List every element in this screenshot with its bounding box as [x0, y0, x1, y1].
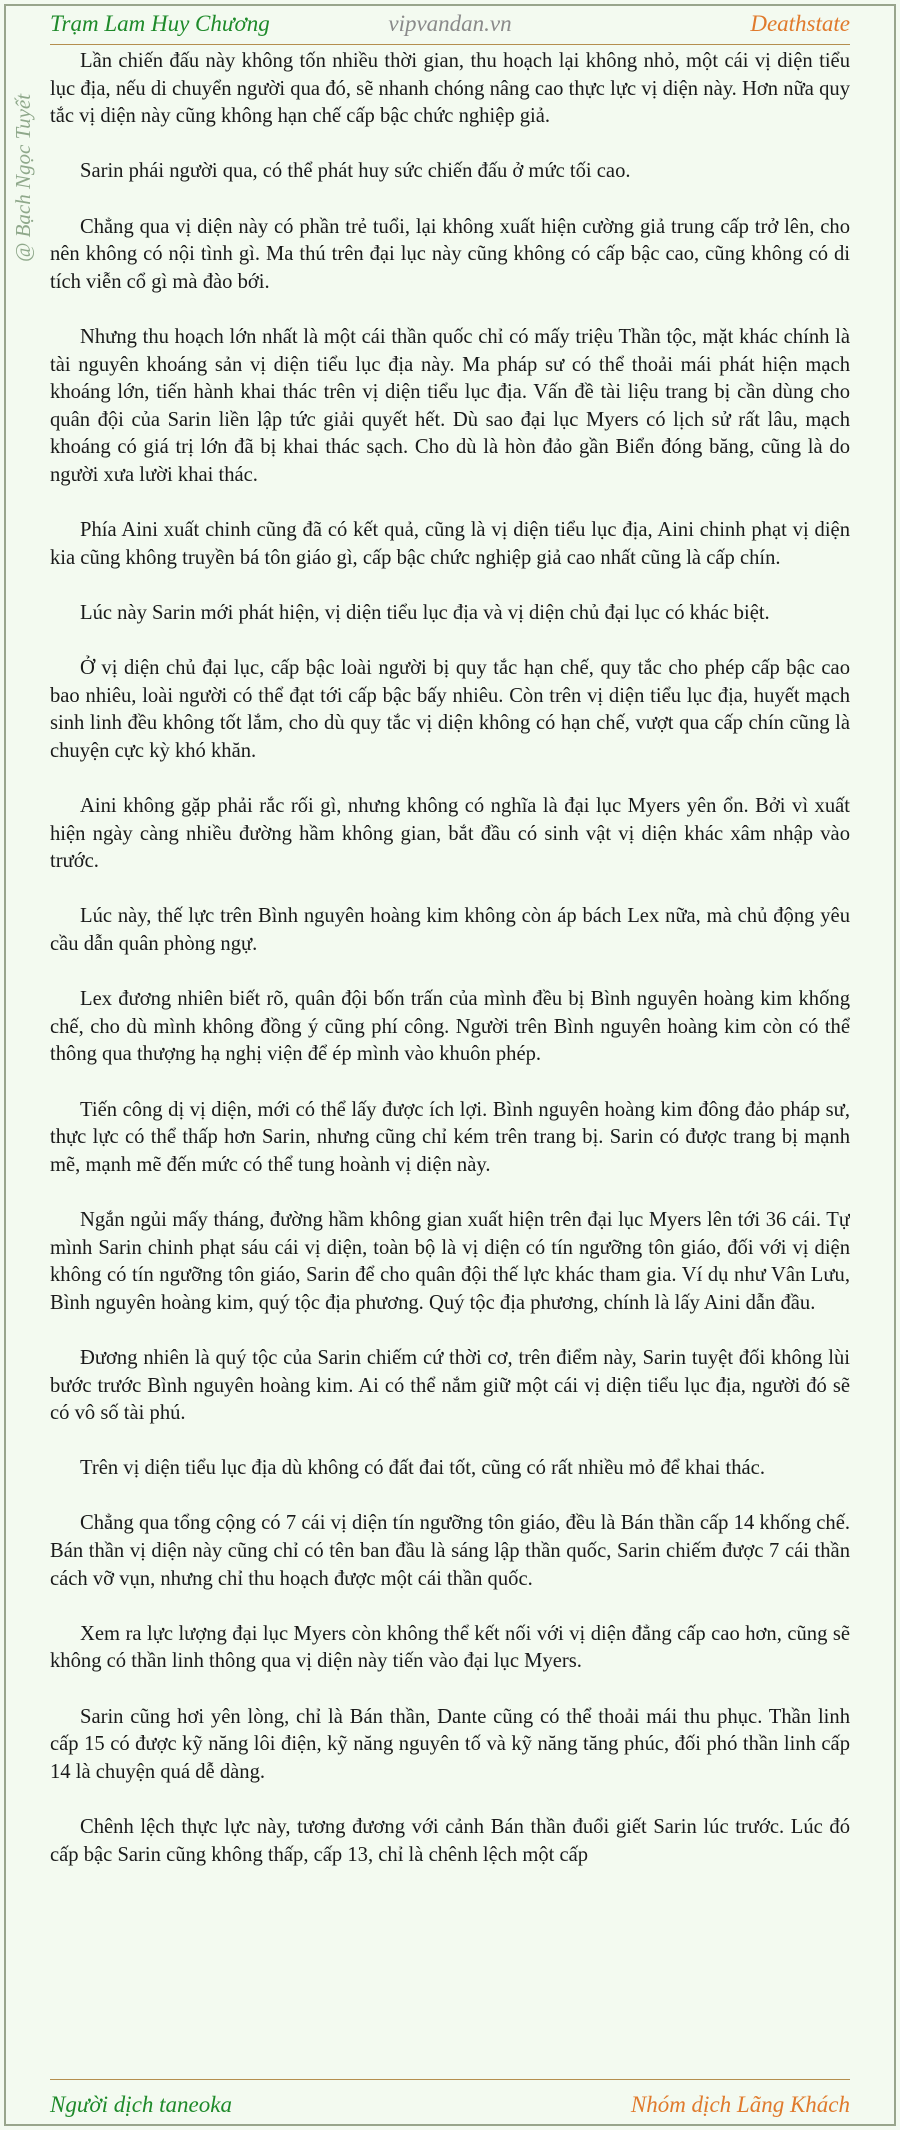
paragraph: Ngắn ngủi mấy tháng, đường hầm không gian xuất hiện trên đại lục Myers lên tới 36 cái. Tự mình Sarin chinh phạt sáu cái vị diện, toàn bộ là vị diện có tín ngưỡng tôn giáo, đối với vị diện không có tín ngưỡng tôn giáo, Sarin để cho quân đội thế lực khác tham gia. Ví dụ như Vân Lưu, Bình nguyên hoàng kim, quý tộc địa phương. Quý tộc địa phương, chính là lấy Aini dẫn đầu.: [50, 1208, 850, 1314]
paragraph: Trên vị diện tiểu lục địa dù không có đất đai tốt, cũng có rất nhiều mỏ để khai thác.: [80, 1457, 765, 1480]
header-author: Deathstate: [750, 11, 850, 36]
paragraph: Phía Aini xuất chinh cũng đã có kết quả, cũng là vị diện tiểu lục địa, Aini chinh phạt vị diện kia cũng không truyền bá tôn giáo gì, cấp bậc chức nghiệp giả cao nhất cũng là cấp chín.: [50, 519, 850, 569]
paragraph: Lex đương nhiên biết rõ, quân đội bốn trấn của mình đều bị Bình nguyên hoàng kim khống chế, cho dù mình không đồng ý cũng phí công. Người trên Bình nguyên hoàng kim còn có thể thông qua thượng hạ nghị viện để ép mình vào khuôn phép.: [50, 988, 850, 1066]
header-url: vipvandan.vn: [388, 11, 512, 36]
header-divider: [50, 44, 850, 45]
paragraph: Aini không gặp phải rắc rối gì, nhưng không có nghĩa là đại lục Myers yên ổn. Bởi vì xuất hiện ngày càng nhiều đường hầm không gian, bắt đầu có sinh vật vị diện khác xâm nhập vào trước.: [50, 795, 850, 873]
footer-divider: [50, 2079, 850, 2080]
footer-translation-group: Nhóm dịch Lãng Khách: [630, 2092, 850, 2117]
header-site-name: Trạm Lam Huy Chương: [50, 11, 270, 36]
chapter-text: [50, 48, 850, 2076]
paragraph: Lúc này Sarin mới phát hiện, vị diện tiểu lục địa và vị diện chủ đại lục có khác biệt.: [80, 601, 770, 624]
paragraph: Chênh lệch thực lực này, tương đương với cảnh Bán thần đuổi giết Sarin lúc trước. Lúc đó cấp bậc Sarin cũng không thấp, cấp 13, chỉ là chênh lệch một cấp: [50, 1816, 850, 1866]
footer-translator: Người dịch taneoka: [50, 2092, 232, 2117]
paragraph: Tiến công dị vị diện, mới có thể lấy được ích lợi. Bình nguyên hoàng kim đông đảo pháp sư, thực lực có thể thấp hơn Sarin, nhưng cũng chỉ kém trên trang bị. Sarin có được trang bị mạnh mẽ, mạnh mẽ đến mức có thể tung hoành vị diện này.: [50, 1098, 850, 1176]
paragraph: Lúc này, thế lực trên Bình nguyên hoàng kim không còn áp bách Lex nữa, mà chủ động yêu cầu dẫn quân phòng ngự.: [50, 905, 850, 955]
side-watermark-label: @ Bạch Ngọc Tuyết: [11, 93, 35, 262]
paragraph: Lần chiến đấu này không tốn nhiều thời gian, thu hoạch lại không nhỏ, một cái vị diện tiểu lục địa, nếu di chuyển người qua đó, sẽ nhanh chóng nâng cao thực lực vị diện này. Hơn nữa quy tắc vị diện này cũng không hạn chế cấp bậc chức nghiệp giả.: [50, 50, 850, 128]
paragraph: Chẳng qua vị diện này có phần trẻ tuổi, lại không xuất hiện cường giả trung cấp trở lên, cho nên không có nội tình gì. Ma thú trên đại lục này cũng không có cấp bậc cao, cũng không có di tích viễn cổ gì mà đào bới.: [50, 215, 850, 293]
paragraph: Sarin phái người qua, có thể phát huy sức chiến đấu ở mức tối cao.: [80, 160, 631, 183]
paragraph: Nhưng thu hoạch lớn nhất là một cái thần quốc chỉ có mấy triệu Thần tộc, mặt khác chính là tài nguyên khoáng sản vị diện tiểu lục địa này. Ma pháp sư có thể thoải mái phát hiện mạch khoáng lớn, tiến hành khai thác trên vị diện tiểu lục địa. Vấn đề tài liệu trang bị cần dùng cho quân đội của Sarin liền lập tức giải quyết hết. Dù sao đại lục Myers có lịch sử rất lâu, mạch khoáng có giá trị lớn đã bị khai thác sạch. Cho dù là hòn đảo gần Biển đóng băng, cũng là do người xưa lười khai thác.: [50, 325, 850, 486]
page-footer: [50, 2087, 850, 2123]
paragraph: Xem ra lực lượng đại lục Myers còn không thể kết nối với vị diện đẳng cấp cao hơn, cũng sẽ không có thần linh thông qua vị diện này tiến vào đại lục Myers.: [50, 1622, 850, 1673]
paragraph: Sarin cũng hơi yên lòng, chỉ là Bán thần, Dante cũng có thể thoải mái thu phục. Thần linh cấp 15 có được kỹ năng lôi điện, kỹ năng nguyên tố và kỹ năng tăng phúc, đối phó thần linh cấp 14 là chuyện quá dễ dàng.: [50, 1705, 850, 1783]
paragraph: Ở vị diện chủ đại lục, cấp bậc loài người bị quy tắc hạn chế, quy tắc cho phép cấp bậc cao bao nhiêu, loài người có thể đạt tới cấp bậc bấy nhiêu. Còn trên vị diện tiểu lục địa, huyết mạch sinh linh đều không tốt lắm, cho dù quy tắc vị diện không có hạn chế, vượt qua cấp chín cũng là chuyện cực kỳ khó khăn.: [50, 657, 850, 762]
paragraph: Đương nhiên là quý tộc của Sarin chiếm cứ thời cơ, trên điểm này, Sarin tuyệt đối không lùi bước trước Bình nguyên hoàng kim. Ai có thể nắm giữ một cái vị diện tiểu lục địa, người đó sẽ có vô số tài phú.: [50, 1346, 850, 1425]
page-header: [50, 6, 850, 42]
paragraph: Chẳng qua tổng cộng có 7 cái vị diện tín ngưỡng tôn giáo, đều là Bán thần cấp 14 khống chế. Bán thần vị diện này cũng chỉ có tên ban đầu là sáng lập thần quốc, Sarin chiếm được 7 cái thần cách vỡ vụn, nhưng chỉ thu hoạch được một cái thần quốc.: [50, 1512, 850, 1590]
